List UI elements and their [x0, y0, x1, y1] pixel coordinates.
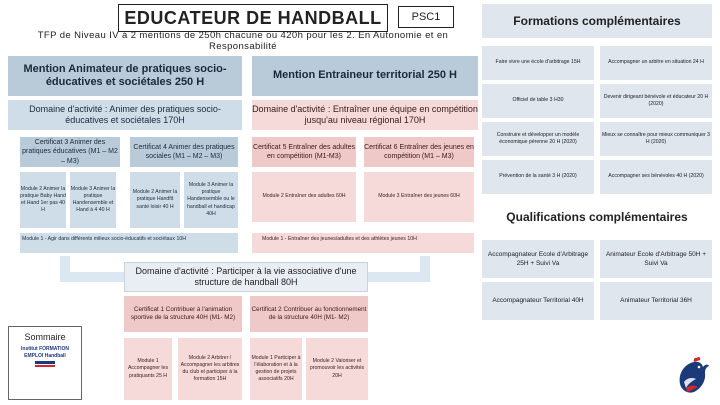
subtitle: TFP de Niveau IV à 2 mentions de 250h chacune ou 420h pour les 2. En Autonomie et en Responsabilité	[37, 30, 449, 52]
certificat-2: Certificat 2 Contribuer au fonctionnement de la structure 40H (M1- M2)	[250, 296, 368, 332]
qualifications-title: Qualifications complémentaires	[482, 200, 712, 234]
domain-entrainer: Domaine d'activité : Entraîner une équipe en compétition jusqu'au niveau régional 170H	[252, 100, 478, 130]
domain-participer: Domaine d'activité : Participer à la vie associative d'une structure de handball 80H	[124, 262, 368, 292]
qualification-item: Animateur Territorial 36H	[600, 282, 712, 320]
formation-item: Accompagner ses bénévoles 40 H (2020)	[600, 160, 712, 194]
module-c4-m3: Module 3 Animer la pratique Handensemble ou le handball et handicap 40H	[184, 172, 238, 228]
module-c6-m3: Module 3 Entraîner des jeunes 60H	[364, 172, 474, 222]
qualification-item: Animateur Ecole d'Arbitrage 50H + Suivi Va	[600, 240, 712, 278]
page-title: EDUCATEUR DE HANDBALL	[118, 4, 388, 32]
certificat-3: Certificat 3 Animer des pratiques éducatives (M1 – M2 – M3)	[20, 137, 120, 167]
rooster-logo-icon	[672, 354, 712, 398]
psc1-badge: PSC1	[398, 6, 454, 28]
formation-item: Devenir dirigeant bénévole et éducateur 20 H (2020)	[600, 84, 712, 118]
formation-item: Faire vivre une école d'arbitrage 15H	[482, 46, 594, 80]
certificat-1: Certificat 1 Contribuer à l'animation sportive de la structure 40H (M1- M2)	[124, 296, 242, 332]
sommaire-button[interactable]	[8, 326, 82, 400]
mention-entraineur: Mention Entraineur territorial 250 H	[252, 56, 478, 96]
formation-item: Prévention de la santé 3 H (2020)	[482, 160, 594, 194]
formation-item: Mieux se connaître pour mieux communiquer 3 H (2020)	[600, 122, 712, 156]
formation-item: Construire et développer un modèle économique pérenne 20 H (2020)	[482, 122, 594, 156]
certificat-4: Certificat 4 Animer des pratiques sociales (M1 – M2 – M3)	[130, 137, 238, 167]
qualification-item: Accompagnateur Ecole d'Arbitrage 25H + Suivi Va	[482, 240, 594, 278]
mention-animateur: Mention Animateur de pratiques socio-éducatives et sociétales 250 H	[8, 56, 242, 96]
logo-stripes-icon	[35, 361, 55, 371]
module-c1-m2: Module 2 Arbitrer / Accompagner les arbitres du club et participer à la formation 15H	[178, 338, 242, 400]
module-c3-m3: Module 3 Animer la pratique Handensemble et Hand à 4 40 H	[70, 172, 116, 228]
certificat-6: Certificat 6 Entraîner des jeunes en compétition (M1 – M3)	[364, 137, 474, 167]
module-c2-m2: Module 2 Valoriser et promouvoir les activités 20H	[306, 338, 368, 400]
module-c4-m2: Module 2 Animer la pratique Handfit santé loisir 40 H	[130, 172, 180, 228]
certificat-5: Certificat 5 Entraîner des adultes en compétition (M1-M3)	[252, 137, 356, 167]
formation-item: Officiel de table 3 H30	[482, 84, 594, 118]
module-c3-m2: Module 2 Animer la pratique Baby Hand et Hand 1er pas 40 H	[20, 172, 66, 228]
domain-animer: Domaine d'activité : Animer des pratiques socio-éducatives et sociétales 170H	[8, 100, 242, 130]
connector-right-horizontal	[366, 272, 430, 282]
institut-logo: Institut FORMATION EMPLOI Handball	[21, 346, 69, 359]
module-c1-m1: Module 1 Accompagner les pratiquants 25 H	[124, 338, 172, 400]
module-shared-right: Module 1 - Entraîner des jeunes/adultes et des athlètes jeunes 10H	[252, 233, 474, 253]
module-c2-m1: Module 1 Participer à l'élaboration et à la gestion de projets associatifs 20H	[250, 338, 302, 400]
sommaire-label: Sommaire	[24, 332, 66, 342]
connector-left-horizontal	[60, 272, 124, 282]
module-shared-left: Module 1 - Agir dans différents milieux socio-éducatifs et sociétaux 10H	[20, 233, 238, 253]
module-c5-m2: Module 2 Entraîner des adultes 60H	[252, 172, 356, 222]
formations-title: Formations complémentaires	[482, 4, 712, 38]
qualification-item: Accompagnateur Territorial 40H	[482, 282, 594, 320]
formation-item: Accompagner un arbitre en situation 24 H	[600, 46, 712, 80]
